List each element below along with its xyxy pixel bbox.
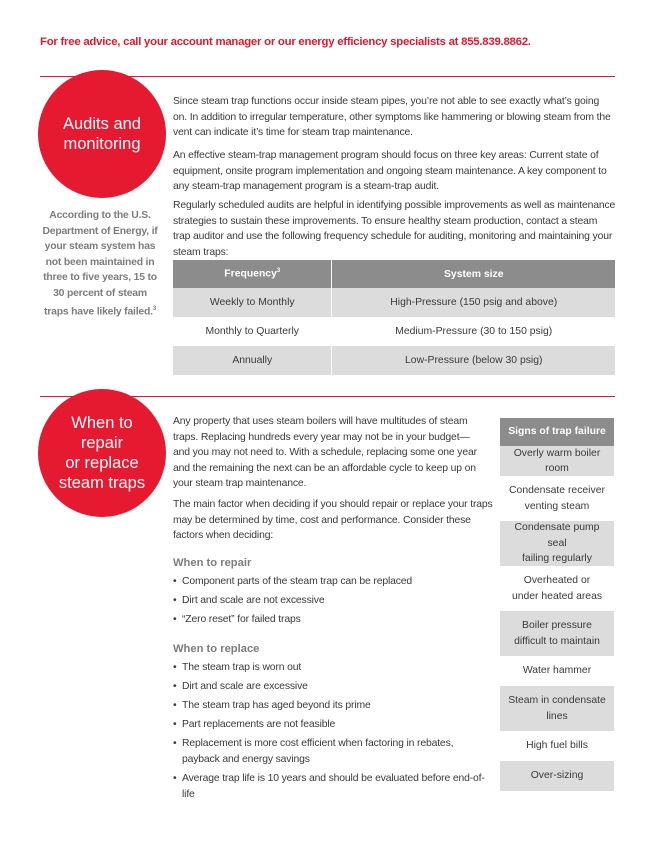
sign-item: Water hammer bbox=[522, 665, 592, 677]
system-size-cell: Medium-Pressure (30 to 150 psig) bbox=[332, 317, 615, 346]
frequency-cell: Monthly to Quarterly bbox=[205, 326, 300, 337]
sign-item: Boiler pressure difficult to maintain bbox=[500, 611, 614, 656]
audits-paragraph-1: Since steam trap functions occur inside steam pipes, you’re not able to see exactly what’s going on. In addition to irregular temperature, other symptoms like hammering or blowing steam from the vent can indicate it’s time for steam trap maintenance. bbox=[173, 96, 611, 139]
table-row bbox=[173, 288, 615, 317]
when-to-repair-heading: When to repair bbox=[173, 557, 252, 569]
audits-paragraph-3: Regularly scheduled audits are helpful in identifying possible improvements as well as maintenance strategies to sustain these improvements. To ensure healthy steam production, contact a steam trap auditor and use the following frequency schedule for auditing, monitoring and maintaining your steam traps: bbox=[173, 200, 616, 258]
repair-replace-title-circle: When to repair or replace steam traps bbox=[38, 389, 166, 517]
system-size-cell: High-Pressure (150 psig and above) bbox=[332, 288, 615, 317]
repair-list bbox=[173, 574, 493, 631]
replace-list bbox=[173, 660, 493, 806]
table-header-row bbox=[173, 260, 615, 288]
pullquote-text: According to the U.S. Department of Energy, if your steam system has not been maintained in three to five years, 15 to 30 percent of steam traps have likely failed. bbox=[42, 210, 158, 318]
sign-item: Condensate pump seal failing regularly bbox=[500, 521, 614, 566]
sign-item: High fuel bills bbox=[526, 740, 588, 752]
sign-item: Condensate receiver venting steam bbox=[509, 485, 605, 512]
signs-of-failure-panel bbox=[500, 418, 614, 791]
system-size-header: System size bbox=[332, 260, 615, 288]
system-size-cell: Low-Pressure (below 30 psig) bbox=[332, 346, 615, 375]
when-to-replace-heading: When to replace bbox=[173, 643, 260, 655]
list-item: • The steam trap is worn out bbox=[173, 660, 493, 676]
list-item: • Dirt and scale are not excessive bbox=[173, 593, 493, 609]
list-item: • “Zero reset” for failed traps bbox=[173, 612, 493, 628]
list-item: • Replacement is more cost efficient when factoring in rebates, payback and energy savings bbox=[173, 736, 493, 767]
list-item: • Average trap life is 10 years and should be evaluated before end-of-life bbox=[173, 771, 493, 802]
audits-title-circle: Audits and monitoring bbox=[38, 70, 166, 198]
repair-paragraph-2: The main factor when deciding if you should repair or replace your traps may be determined by time, cost and performance. Consider these factors when deciding: bbox=[173, 499, 493, 542]
table-row bbox=[173, 317, 615, 346]
frequency-cell: Weekly to Monthly bbox=[173, 288, 332, 317]
audits-paragraph-2: An effective steam-trap management program should focus on three key areas: Current state of equipment, onsite program implementation and ongoing steam maintenance. A key component to any steam-trap management program is a steam-trap audit. bbox=[173, 150, 607, 193]
frequency-table bbox=[173, 260, 615, 375]
frequency-cell: Annually bbox=[173, 346, 332, 375]
list-item: • Part replacements are not feasible bbox=[173, 717, 493, 733]
frequency-header: Frequency$^3$ bbox=[173, 260, 332, 288]
repair-paragraph-1: Any property that uses steam boilers will have multitudes of steam traps. Replacing hundreds every year may not be in your budget—and you may not need to. With a schedule, replacing some one year and the remaining the next can be an affordable cycle to keep up on your steam trap maintenance. bbox=[173, 416, 477, 490]
pullquote-footnote: 3 bbox=[152, 305, 156, 312]
sign-item: Overheated or under heated areas bbox=[511, 575, 603, 602]
sign-item: Over-sizing bbox=[500, 761, 614, 791]
list-item: • Dirt and scale are excessive bbox=[173, 679, 493, 695]
list-item: • The steam trap has aged beyond its prime bbox=[173, 698, 493, 714]
frequency-footnote: 3 bbox=[276, 268, 281, 275]
sign-item: Steam in condensate lines bbox=[500, 686, 614, 731]
sign-item: Overly warm boiler room bbox=[500, 446, 614, 476]
signs-heading: Signs of trap failure bbox=[500, 418, 614, 446]
doe-pullquote bbox=[40, 208, 160, 320]
advice-banner: For free advice, call your account manager or our energy efficiency specialists at 855.839.8862. bbox=[40, 36, 531, 48]
list-item: • Component parts of the steam trap can be replaced bbox=[173, 574, 493, 590]
table-row bbox=[173, 346, 615, 375]
